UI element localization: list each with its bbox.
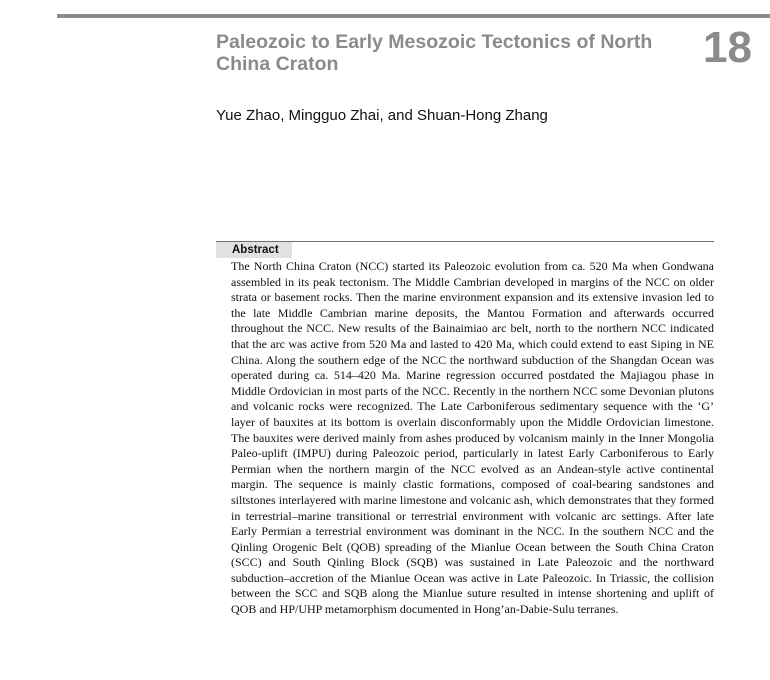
abstract-text: The North China Craton (NCC) started its Paleozoic evolution from ca. 520 Ma when Gondwana assembled in its peak tectonism. The Middle Cambrian developed in margins of the NCC on older strata or basement rocks. Then the marine environment expansion and its extensive invasion led to the late Middle Cambrian marine deposits, the Mantou Formation and afterwards occurred throughout the NCC. New results of the Bainaimiao arc belt, north to the northern NCC indicated that the arc was active from 520 Ma and lasted to 420 Ma, which could extend to east Siping in NE China. Along the southern edge of the NCC the northward subduction of the Shangdan Ocean was operated during ca. 514–420 Ma. Marine regression occurred postdated the Majiagou phase in Middle Ordovician in most parts of the NCC. Recently in the northern NCC some Devonian plutons and volcanic rocks were recognized. The Late Carboniferous sedimentary sequence with the ‘G’ layer of bauxites at its bottom is overlain disconformably upon the Middle Ordovician limestone. The bauxites were derived mainly from ashes produced by volcanism mainly in the Inner Mongolia Paleo-uplift (IMPU) during Paleozoic period, particularly in latest Early Carboniferous to Early Permian when the northern margin of the NCC evolved as an Andean-style active continental margin. The sequence is mainly clastic formations, composed of coal-bearing sandstones and siltstones interlayered with marine limestone and volcanic ash, which demonstrates that they formed in terrestrial–marine transitional or terrestrial environment with volcanic arc settings. After late Early Permian a terrestrial environment was dominant in the NCC. In the southern NCC and the Qinling Orogenic Belt (QOB) spreading of the Mianlue Ocean between the South China Craton (SCC) and South Qinling Block (SQB) was sustained in Late Paleozoic and the northward subduction–accretion of the Mianlue Ocean was active in Late Paleozoic. In Triassic, the collision between the SCC and SQB along the Mianlue suture resulted in intense shortening and uplift of QOB and HP/UHP metamorphism documented in Hong’an-Dabie-Sulu terranes. (231, 259, 714, 617)
author-list: Yue Zhao, Mingguo Zhai, and Shuan-Hong Zhang (216, 107, 548, 124)
chapter-number: 18 (703, 23, 752, 72)
header-rule (57, 14, 770, 18)
chapter-title: Paleozoic to Early Mesozoic Tectonics of North China Craton (216, 31, 653, 75)
abstract-heading: Abstract (216, 242, 292, 258)
